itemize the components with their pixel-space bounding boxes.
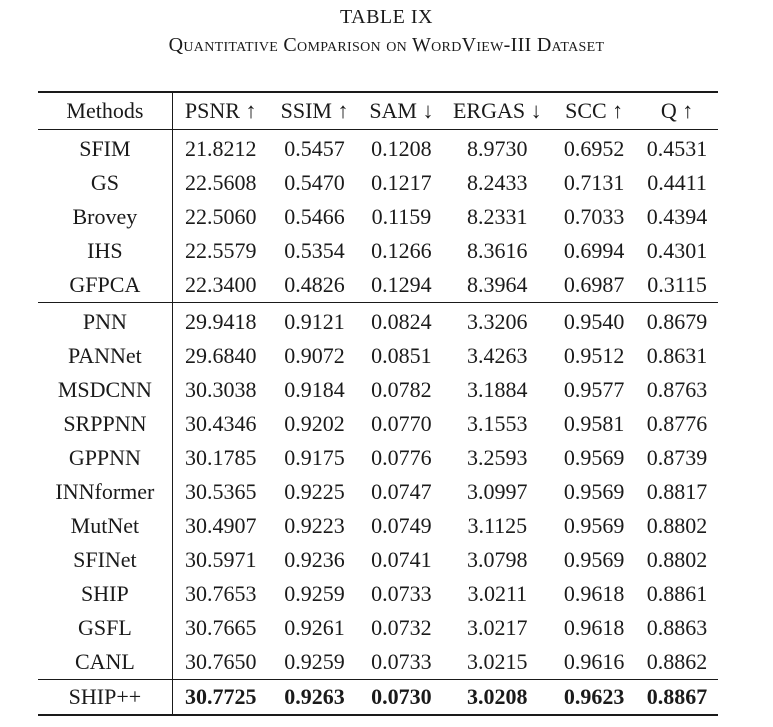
cell-sam: 0.0730: [371, 684, 432, 709]
cell-method: PNN: [38, 303, 172, 340]
cell-ergas: 8.9730: [467, 136, 528, 161]
cell-psnr: 21.8212: [184, 136, 257, 161]
cell-sam: 0.1217: [371, 170, 432, 195]
cell-sam: 0.0733: [371, 649, 432, 674]
cell-ergas: 3.0215: [467, 649, 528, 674]
cell-q: 0.4301: [646, 238, 708, 263]
cell-method: MSDCNN: [38, 373, 172, 407]
cell-ssim: 0.9261: [284, 615, 345, 640]
cell-ergas: 3.1884: [467, 377, 528, 402]
header-ergas: ERGAS ↓: [452, 98, 542, 123]
cell-method: Brovey: [38, 200, 172, 234]
cell-scc: 0.9569: [563, 513, 625, 538]
cell-ergas: 3.0208: [467, 684, 528, 709]
cell-sam: 0.1208: [371, 136, 432, 161]
cell-q: 0.4411: [647, 170, 707, 195]
cell-ergas: 3.0997: [467, 479, 528, 504]
cell-scc: 0.6952: [563, 136, 625, 161]
cell-psnr: 22.5060: [184, 204, 257, 229]
cell-scc: 0.7033: [563, 204, 625, 229]
cell-ssim: 0.9202: [284, 411, 345, 436]
header-row: [38, 92, 718, 130]
cell-method: CANL: [38, 645, 172, 680]
cell-ergas: 3.1125: [467, 513, 528, 538]
table-row: [38, 543, 718, 577]
table-row: [38, 680, 718, 716]
cell-scc: 0.6987: [563, 272, 625, 297]
table-row: [38, 234, 718, 268]
cell-scc: 0.9616: [563, 649, 625, 674]
header-psnr: PSNR ↑: [184, 98, 257, 123]
cell-method: PANNet: [38, 339, 172, 373]
cell-ssim: 0.9121: [284, 309, 345, 334]
cell-ssim: 0.9259: [284, 581, 345, 606]
cell-method: IHS: [38, 234, 172, 268]
cell-q: 0.4531: [646, 136, 708, 161]
proposed-method-group: [38, 680, 718, 716]
table-row: [38, 303, 718, 340]
table-row: [38, 268, 718, 303]
cell-scc: 0.9623: [563, 684, 625, 709]
cell-psnr: 30.5365: [184, 479, 257, 504]
cell-ergas: 3.0798: [467, 547, 528, 572]
table-row: [38, 373, 718, 407]
cell-psnr: 22.3400: [184, 272, 257, 297]
cell-ergas: 3.0217: [467, 615, 528, 640]
cell-method: INNformer: [38, 475, 172, 509]
cell-q: 0.3115: [647, 272, 707, 297]
cell-q: 0.8763: [646, 377, 708, 402]
cell-ergas: 3.4263: [467, 343, 528, 368]
cell-ergas: 8.2433: [467, 170, 528, 195]
cell-psnr: 30.7653: [184, 581, 257, 606]
cell-ssim: 0.9223: [284, 513, 345, 538]
table-row: [38, 339, 718, 373]
cell-q: 0.8861: [646, 581, 708, 606]
cell-q: 0.8862: [646, 649, 708, 674]
table-row: [38, 130, 718, 167]
cell-q: 0.8679: [646, 309, 708, 334]
table-row: [38, 577, 718, 611]
cell-method: SFIM: [38, 130, 172, 167]
results-table: [38, 91, 718, 716]
header-ssim: SSIM ↑: [280, 98, 349, 123]
cell-method: GSFL: [38, 611, 172, 645]
cell-ssim: 0.9259: [284, 649, 345, 674]
table-row: [38, 200, 718, 234]
cell-ergas: 3.1553: [467, 411, 528, 436]
cell-q: 0.8631: [646, 343, 708, 368]
cell-scc: 0.9618: [563, 615, 625, 640]
cell-ergas: 3.3206: [467, 309, 528, 334]
cell-psnr: 29.6840: [184, 343, 257, 368]
table-row: [38, 475, 718, 509]
cell-method: SHIP++: [38, 680, 172, 716]
cell-ergas: 8.3964: [467, 272, 528, 297]
cell-sam: 0.0782: [371, 377, 432, 402]
cell-sam: 0.0747: [371, 479, 432, 504]
header-scc: SCC ↑: [565, 98, 624, 123]
cell-ssim: 0.5457: [284, 136, 345, 161]
cell-scc: 0.9569: [563, 479, 625, 504]
header-q: Q ↑: [660, 98, 694, 123]
cell-q: 0.8802: [646, 547, 708, 572]
cell-psnr: 29.9418: [184, 309, 257, 334]
cell-sam: 0.1266: [371, 238, 432, 263]
header-methods: Methods: [38, 92, 172, 130]
cell-sam: 0.0733: [371, 581, 432, 606]
cell-q: 0.8802: [646, 513, 708, 538]
cell-ssim: 0.9184: [284, 377, 345, 402]
cell-sam: 0.0824: [371, 309, 432, 334]
cell-scc: 0.9512: [563, 343, 625, 368]
cell-method: SRPPNN: [38, 407, 172, 441]
cell-ergas: 3.0211: [467, 581, 528, 606]
cell-psnr: 30.3038: [184, 377, 257, 402]
cell-ssim: 0.9175: [284, 445, 345, 470]
table-row: [38, 166, 718, 200]
cell-sam: 0.0749: [371, 513, 432, 538]
table-title: Quantitative Comparison on WordView-III Dataset: [168, 34, 605, 56]
cell-method: GFPCA: [38, 268, 172, 303]
cell-method: MutNet: [38, 509, 172, 543]
cell-ssim: 0.9263: [284, 684, 345, 709]
cell-psnr: 30.7665: [184, 615, 257, 640]
cell-ergas: 8.2331: [467, 204, 528, 229]
cell-psnr: 30.4907: [184, 513, 257, 538]
cell-scc: 0.9569: [563, 547, 625, 572]
table-row: [38, 407, 718, 441]
cell-sam: 0.0776: [371, 445, 432, 470]
traditional-methods-group: [38, 130, 718, 303]
cell-method: GPPNN: [38, 441, 172, 475]
cell-ssim: 0.5466: [284, 204, 345, 229]
cell-q: 0.8739: [646, 445, 708, 470]
cell-scc: 0.6994: [563, 238, 625, 263]
cell-scc: 0.9581: [563, 411, 625, 436]
cell-sam: 0.0770: [371, 411, 432, 436]
cell-ssim: 0.5354: [284, 238, 345, 263]
cell-scc: 0.9540: [563, 309, 625, 334]
table-row: [38, 611, 718, 645]
cell-psnr: 30.5971: [184, 547, 257, 572]
header-sam: SAM ↓: [369, 98, 434, 123]
cell-psnr: 22.5608: [184, 170, 257, 195]
cell-psnr: 22.5579: [184, 238, 257, 263]
cell-q: 0.8817: [646, 479, 708, 504]
cell-sam: 0.0741: [371, 547, 432, 572]
cell-sam: 0.1294: [371, 272, 432, 297]
cell-scc: 0.9569: [563, 445, 625, 470]
cell-scc: 0.9618: [563, 581, 625, 606]
cell-psnr: 30.7650: [184, 649, 257, 674]
table-row: [38, 441, 718, 475]
table-row: [38, 509, 718, 543]
cell-psnr: 30.1785: [184, 445, 257, 470]
table-label: TABLE IX: [340, 6, 433, 28]
cell-ssim: 0.9225: [284, 479, 345, 504]
cell-sam: 0.0732: [371, 615, 432, 640]
cell-psnr: 30.7725: [184, 684, 257, 709]
cell-ssim: 0.9072: [284, 343, 345, 368]
cell-method: SHIP: [38, 577, 172, 611]
cell-ergas: 3.2593: [467, 445, 528, 470]
cell-ergas: 8.3616: [467, 238, 528, 263]
cell-q: 0.4394: [646, 204, 708, 229]
cell-sam: 0.0851: [371, 343, 432, 368]
deep-methods-group: [38, 303, 718, 680]
cell-q: 0.8776: [646, 411, 708, 436]
cell-q: 0.8863: [646, 615, 708, 640]
cell-sam: 0.1159: [371, 204, 432, 229]
cell-ssim: 0.5470: [284, 170, 345, 195]
table-row: [38, 645, 718, 680]
cell-scc: 0.9577: [563, 377, 625, 402]
cell-method: GS: [38, 166, 172, 200]
cell-q: 0.8867: [646, 684, 708, 709]
cell-ssim: 0.9236: [284, 547, 345, 572]
cell-ssim: 0.4826: [284, 272, 345, 297]
cell-scc: 0.7131: [563, 170, 625, 195]
cell-method: SFINet: [38, 543, 172, 577]
cell-psnr: 30.4346: [184, 411, 257, 436]
